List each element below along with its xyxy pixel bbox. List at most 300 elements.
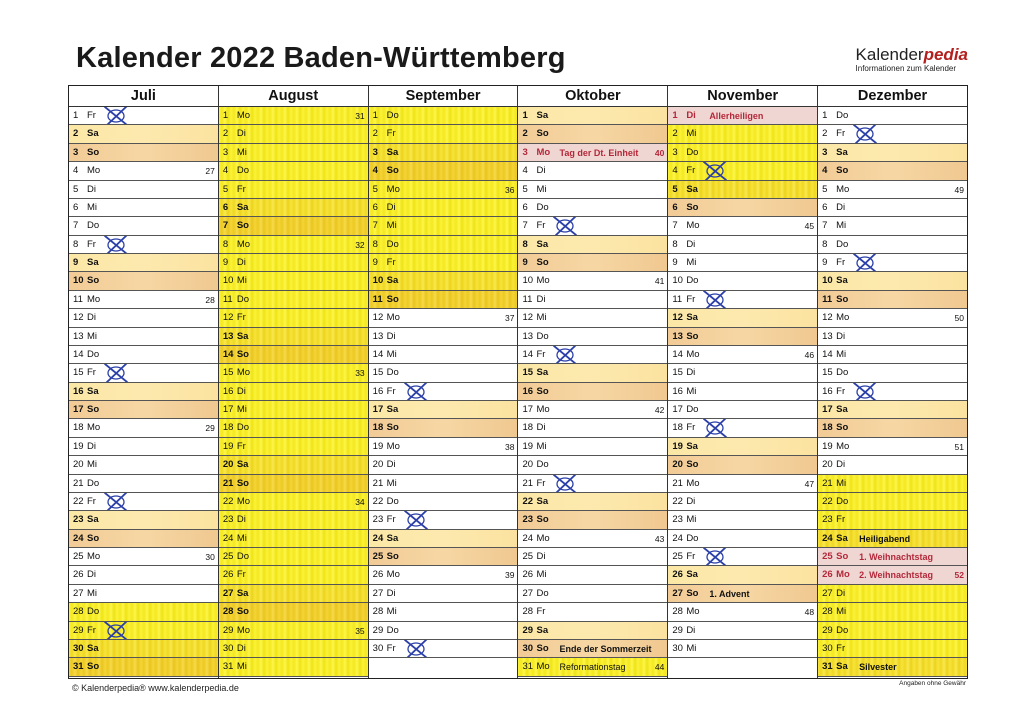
day-number: 26 [672, 569, 683, 581]
day-cell [668, 475, 817, 493]
day-number: 13 [73, 330, 84, 342]
week-number: 32 [355, 239, 365, 250]
day-number: 12 [372, 312, 384, 324]
day-number: 11 [372, 293, 383, 305]
day-cell [369, 383, 518, 401]
cross-mark-icon [103, 493, 129, 511]
brand-name-bold: pedia [923, 45, 968, 64]
weekday-label: Mi [386, 348, 397, 360]
day-cell [219, 364, 368, 382]
month-column-august [219, 86, 369, 678]
weekday-label: Do [87, 477, 100, 489]
weekday-label: Di [536, 551, 546, 562]
day-cell [518, 640, 667, 658]
weekday-label: Fr [87, 624, 96, 636]
day-number: 2 [73, 128, 79, 140]
day-number: 15 [822, 367, 833, 379]
day-cell [219, 236, 368, 254]
weekday-label: Sa [686, 440, 698, 452]
day-cell [369, 530, 518, 548]
day-number: 28 [522, 606, 534, 618]
day-cell [668, 401, 817, 419]
weekday-label: Di [236, 385, 246, 397]
weekday-label: Fr [386, 514, 396, 526]
weekday-label: Sa [836, 661, 848, 673]
day-number: 31 [73, 661, 84, 673]
day-cell [369, 107, 518, 125]
month-header: Juli [69, 86, 218, 107]
weekday-label: Mi [536, 440, 547, 452]
day-number: 8 [822, 238, 828, 250]
day-number: 6 [522, 201, 528, 213]
day-number: 14 [372, 348, 384, 360]
day-cell [668, 383, 817, 401]
month-header: November [668, 86, 817, 107]
day-cell [69, 309, 218, 327]
day-number: 11 [522, 293, 533, 305]
event-label: Silvester [859, 662, 897, 673]
day-cell [369, 603, 518, 621]
weekday-label: Di [87, 569, 96, 581]
day-number: 22 [73, 495, 84, 507]
weekday-label: So [87, 661, 100, 673]
weekday-label: Fr [87, 367, 96, 379]
day-cell [818, 236, 967, 254]
day-cell [69, 456, 218, 474]
month-header: August [219, 86, 368, 107]
weekday-label: Mi [236, 146, 247, 158]
day-cell [668, 530, 817, 548]
day-number: 16 [522, 385, 534, 397]
day-cell [518, 622, 667, 640]
day-number: 4 [522, 165, 528, 177]
weekday-label: Fr [87, 495, 96, 507]
day-number: 9 [372, 257, 378, 268]
day-cell [818, 309, 967, 327]
day-number: 25 [822, 551, 833, 562]
day-cell [369, 291, 518, 309]
day-cell [219, 383, 368, 401]
day-number: 6 [222, 201, 229, 213]
day-number: 15 [372, 367, 384, 379]
day-cell [518, 272, 667, 290]
day-cell [69, 291, 218, 309]
day-number: 2 [822, 128, 828, 140]
week-number: 46 [804, 349, 815, 360]
day-number: 17 [222, 404, 234, 415]
day-number: 21 [73, 477, 84, 489]
weekday-label: Sa [536, 238, 549, 250]
brand-name [856, 46, 968, 63]
cross-mark-icon [103, 622, 129, 640]
weekday-label: Di [686, 495, 696, 507]
day-number: 9 [672, 257, 678, 268]
day-cell [818, 566, 967, 584]
weekday-label: Mo [536, 146, 551, 158]
day-cell [668, 603, 817, 621]
weekday-label: Fr [686, 165, 696, 177]
day-cell [668, 364, 817, 382]
day-number: 13 [672, 330, 683, 342]
day-cell [219, 125, 368, 143]
day-number: 19 [522, 440, 534, 452]
day-number: 8 [522, 238, 528, 250]
day-cell [369, 438, 518, 456]
day-number: 22 [672, 495, 683, 507]
day-number: 24 [522, 532, 534, 544]
day-cell [668, 456, 817, 474]
day-number: 29 [73, 624, 84, 636]
day-cell [219, 456, 368, 474]
footer-copyright: © Kalenderpedia® www.kalenderpedia.de [72, 683, 239, 693]
day-cell [369, 548, 518, 566]
weekday-label: Do [536, 330, 549, 342]
day-number: 20 [222, 459, 234, 471]
weekday-label: Fr [386, 128, 396, 140]
day-cell [219, 585, 368, 603]
day-number: 3 [822, 146, 828, 158]
day-cell [518, 566, 667, 584]
weekday-label: Mo [87, 293, 101, 305]
weekday-label: Sa [686, 569, 698, 581]
weekday-label: Mo [236, 367, 251, 379]
weekday-label: Di [686, 238, 696, 250]
weekday-label: Fr [686, 551, 696, 562]
weekday-label: Fr [236, 312, 246, 324]
weekday-label: Mo [386, 312, 400, 324]
weekday-label: Do [686, 532, 699, 544]
weekday-label: Mi [836, 220, 847, 232]
day-cell [219, 291, 368, 309]
day-number: 17 [372, 404, 384, 415]
day-cell [69, 438, 218, 456]
weekday-label: So [536, 514, 549, 526]
day-cell [369, 217, 518, 235]
day-number: 5 [522, 183, 528, 195]
weekday-label: Mi [536, 569, 547, 581]
month-header: Oktober [518, 86, 667, 107]
day-cell [818, 475, 967, 493]
day-cell [518, 144, 667, 162]
weekday-label: Do [686, 146, 699, 158]
day-number: 12 [522, 312, 534, 324]
weekday-label: Mi [836, 477, 847, 489]
day-number: 30 [372, 642, 384, 654]
day-cell [369, 456, 518, 474]
weekday-label: Mi [686, 385, 697, 397]
day-cell [668, 199, 817, 217]
day-cell [518, 438, 667, 456]
day-cell [818, 254, 967, 272]
day-cell [518, 456, 667, 474]
day-cell [219, 419, 368, 437]
day-number: 19 [73, 440, 84, 452]
weekday-label: Di [836, 201, 846, 213]
weekday-label: Sa [236, 201, 249, 213]
day-cell [219, 438, 368, 456]
cross-mark-icon [702, 419, 728, 437]
day-cell [668, 585, 817, 603]
weekday-label: So [236, 477, 249, 489]
weekday-label: Sa [87, 514, 99, 526]
weekday-label: Di [386, 330, 396, 342]
day-cell [219, 548, 368, 566]
event-label: 1. Advent [709, 588, 750, 599]
day-number: 17 [522, 404, 534, 415]
weekday-label: Fr [386, 257, 396, 268]
weekday-label: Mo [87, 422, 101, 434]
day-number: 15 [522, 367, 534, 379]
weekday-label: Mi [386, 477, 397, 489]
weekday-label: Fr [836, 257, 846, 268]
weekday-label: So [87, 146, 100, 158]
day-cell [369, 419, 518, 437]
day-number: 4 [222, 165, 229, 177]
day-cell [668, 181, 817, 199]
cross-mark-icon [403, 640, 429, 658]
weekday-label: Sa [386, 404, 399, 415]
day-cell [518, 236, 667, 254]
day-number: 8 [73, 238, 79, 250]
weekday-label: Do [386, 110, 399, 121]
day-number: 1 [822, 110, 828, 121]
day-number: 13 [222, 330, 234, 342]
day-cell [369, 125, 518, 143]
day-number: 14 [522, 348, 534, 360]
day-cell [818, 603, 967, 621]
weekday-label: So [386, 422, 399, 434]
day-cell [518, 346, 667, 364]
day-number: 5 [372, 183, 378, 195]
weekday-label: Do [87, 348, 100, 360]
day-number: 28 [672, 606, 683, 618]
day-number: 16 [73, 385, 84, 397]
weekday-label: Mi [236, 661, 247, 673]
weekday-label: Do [686, 404, 699, 415]
day-number: 25 [522, 551, 534, 562]
day-cell [369, 181, 518, 199]
day-number: 2 [522, 128, 528, 140]
cross-mark-icon [702, 291, 728, 309]
weekday-label: Fr [536, 220, 546, 232]
day-number: 18 [372, 422, 384, 434]
weekday-label: Fr [686, 293, 696, 305]
day-cell [69, 346, 218, 364]
weekday-label: Do [836, 624, 849, 636]
weekday-label: Mo [236, 110, 251, 121]
weekday-label: Mi [836, 606, 847, 618]
cross-mark-icon [103, 364, 129, 382]
day-number: 20 [822, 459, 833, 471]
day-cell [818, 419, 967, 437]
day-number: 3 [672, 146, 678, 158]
day-number: 9 [73, 257, 79, 268]
day-cell [668, 511, 817, 529]
weekday-label: So [536, 257, 549, 268]
weekday-label: So [536, 385, 549, 397]
day-cell [69, 419, 218, 437]
day-number: 2 [372, 128, 378, 140]
day-cell [369, 254, 518, 272]
week-number: 43 [654, 533, 665, 544]
weekday-label: Sa [236, 330, 249, 342]
day-cell [518, 493, 667, 511]
day-cell [818, 438, 967, 456]
day-cell [668, 346, 817, 364]
weekday-label: Do [236, 422, 249, 434]
day-cell [69, 272, 218, 290]
day-number: 24 [222, 532, 234, 544]
day-cell [219, 328, 368, 346]
weekday-label: Mo [536, 275, 550, 287]
day-cell [668, 566, 817, 584]
day-number: 17 [672, 404, 683, 415]
weekday-label: Mi [87, 330, 98, 342]
weekday-label: Di [836, 587, 846, 599]
week-number: 41 [654, 276, 665, 287]
day-number: 24 [372, 532, 384, 544]
day-cell [818, 125, 967, 143]
day-number: 15 [73, 367, 84, 379]
weekday-label: So [686, 201, 699, 213]
day-cell [69, 236, 218, 254]
weekday-label: So [686, 330, 699, 342]
day-cell [69, 254, 218, 272]
week-number: 47 [804, 478, 815, 489]
day-cell [518, 217, 667, 235]
month-column-september [369, 86, 519, 678]
day-cell [69, 181, 218, 199]
day-number: 23 [372, 514, 384, 526]
day-number: 31 [222, 661, 234, 673]
week-number: 38 [505, 441, 515, 452]
day-number: 10 [222, 275, 234, 287]
day-number: 12 [222, 312, 234, 324]
day-number: 15 [672, 367, 683, 379]
weekday-label: Sa [686, 183, 698, 195]
weekday-label: Mi [386, 220, 397, 232]
day-cell [219, 475, 368, 493]
cross-mark-icon [702, 548, 728, 566]
day-number: 19 [672, 440, 683, 452]
day-cell [668, 328, 817, 346]
day-number: 20 [73, 459, 84, 471]
week-number: 29 [205, 423, 215, 434]
weekday-label: So [836, 422, 849, 434]
day-number: 25 [73, 551, 84, 562]
day-cell [69, 107, 218, 125]
weekday-label: Fr [536, 348, 546, 360]
day-number: 14 [73, 348, 84, 360]
month-header: Dezember [818, 86, 967, 107]
day-cell [369, 272, 518, 290]
weekday-label: Fr [536, 477, 546, 489]
day-number: 26 [522, 569, 534, 581]
weekday-label: Fr [236, 183, 246, 195]
day-cell [369, 511, 518, 529]
weekday-label: Di [87, 312, 96, 324]
day-cell [69, 162, 218, 180]
weekday-label: Di [87, 183, 96, 195]
day-cell [369, 475, 518, 493]
weekday-label: Mi [236, 532, 247, 544]
day-number: 27 [672, 587, 683, 599]
day-number: 3 [73, 146, 79, 158]
weekday-label: Sa [536, 367, 549, 379]
day-cell [69, 364, 218, 382]
week-number: 40 [654, 147, 665, 158]
week-number: 50 [954, 313, 964, 324]
weekday-label: Do [536, 201, 549, 213]
day-cell [518, 254, 667, 272]
day-cell [369, 566, 518, 584]
weekday-label: Mo [536, 661, 550, 673]
month-days [219, 107, 368, 678]
weekday-label: Sa [87, 642, 99, 654]
weekday-label: So [536, 642, 549, 654]
weekday-label: Mi [87, 201, 98, 213]
week-number: 49 [954, 184, 964, 195]
weekday-label: Do [836, 495, 849, 507]
day-cell [518, 107, 667, 125]
day-number: 5 [222, 183, 229, 195]
month-column-dezember [818, 86, 967, 678]
day-cell [668, 162, 817, 180]
day-number: 31 [522, 661, 534, 673]
day-number: 27 [822, 587, 833, 599]
day-number: 13 [372, 330, 384, 342]
weekday-label: So [686, 459, 699, 471]
day-number: 7 [822, 220, 828, 232]
weekday-label: So [386, 165, 399, 177]
day-cell [518, 530, 667, 548]
weekday-label: So [836, 551, 849, 562]
day-cell-empty [369, 658, 518, 676]
weekday-label: Sa [836, 275, 848, 287]
day-number: 11 [822, 293, 833, 305]
weekday-label: Fr [536, 606, 546, 618]
weekday-label: Mi [686, 257, 697, 268]
month-days [69, 107, 218, 678]
day-cell [818, 328, 967, 346]
day-cell [219, 199, 368, 217]
day-number: 21 [222, 477, 234, 489]
weekday-label: Mo [686, 606, 700, 618]
weekday-label: Mo [836, 440, 850, 452]
weekday-label: Fr [836, 642, 846, 654]
day-number: 29 [822, 624, 833, 636]
weekday-label: Do [236, 293, 249, 305]
day-cell [69, 530, 218, 548]
weekday-label: So [836, 165, 849, 177]
day-number: 8 [372, 238, 378, 250]
cross-mark-icon [552, 217, 578, 235]
weekday-label: Do [386, 238, 399, 250]
week-number: 44 [654, 662, 665, 673]
day-number: 20 [372, 459, 384, 471]
day-cell [518, 364, 667, 382]
weekday-label: Di [686, 624, 696, 636]
event-label: Heiligabend [859, 533, 911, 544]
day-number: 30 [222, 642, 234, 654]
weekday-label: Sa [686, 312, 698, 324]
day-number: 8 [672, 238, 678, 250]
weekday-label: So [236, 606, 249, 618]
day-number: 16 [372, 385, 384, 397]
day-number: 26 [372, 569, 384, 581]
event-label: Ende der Sommerzeit [559, 643, 652, 654]
cross-mark-icon [852, 254, 878, 272]
